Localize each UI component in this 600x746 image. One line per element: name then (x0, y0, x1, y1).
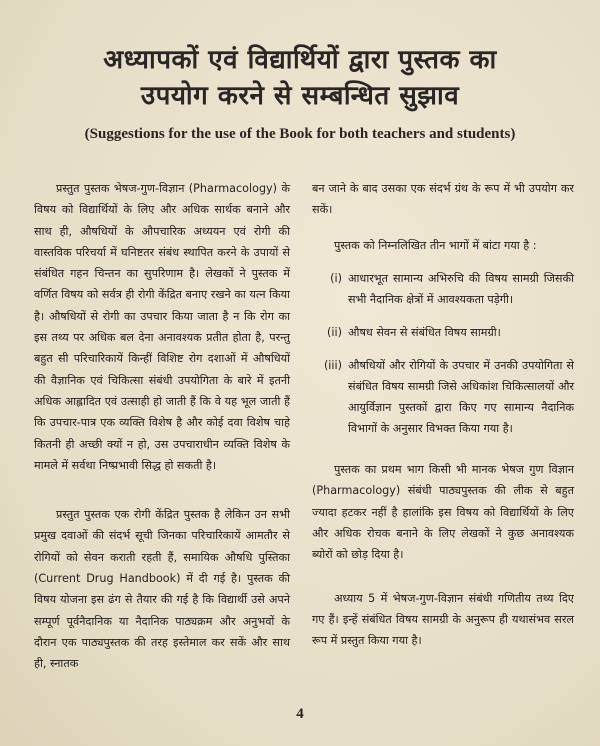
paragraph-first-part: पुस्तक का प्रथम भाग किसी भी मानक भेषज गुण विज्ञान (Pharmacology) संबंधी पाठ्यपुस्तक की लीक से बहुत ज्यादा हटकर नहीं है हालांकि इस विषय को विद्यार्थियों के लिए और अधिक रोचक बनाने के लिए लेखकों ने कुछ अनावश्यक ब्योरों को छोड़ दिया है। (312, 463, 574, 562)
paragraph-patient-centered: प्रस्तुत पुस्तक एक रोगी केंद्रित पुस्तक है लेकिन उन सभी प्रमुख दवाओं की संदर्भ सूची जिनका परिचारिकायें आमतौर से रोगियों को सेवन कराती रहती हैं, समायिक औषधि पुस्तिका (Current Drug Handbook) में दी गई है। पुस्तक की विषय योजना इस ढंग से तैयार की गई है कि विद्यार्थी उसे अपने सम्पूर्ण पूर्वनैदानिक या नैदानिक पाठ्यक्रम और अनुभवों के दौरान एक पाठ्यपुस्तक की तरह इस्तेमाल कर सकें और साथ ही, स्नातक (34, 508, 290, 671)
list-item-number: (ii) (327, 325, 342, 339)
list-item-part-1 (312, 268, 574, 310)
paragraph-continuation: बन जाने के बाद उसका एक संदर्भ ग्रंथ के रूप में भी उपयोग कर सकें। (312, 182, 574, 217)
list-item-text: औषधियों और रोगियों के उपचार में उनकी उपयोगिता से संबंधित विषय सामग्री जिसे अधिकांश चिकित्सालयों और आयुर्विज्ञान पुस्तकों द्वारा किए गए सामान्य नैदानिक विभागों के अनुसार विभक्त किया गया है। (348, 359, 574, 436)
page-title-line-1: अध्यापकों एवं विद्यार्थियों द्वारा पुस्तक का (103, 45, 497, 75)
paragraph-parts-intro: पुस्तक को निम्नलिखित तीन भागों में बांटा गया है : (334, 238, 537, 252)
paragraph-chapter-5: अध्याय 5 में भेषज-गुण-विज्ञान संबंधी गणितीय तथ्य दिए गए हैं। इन्हें संबंधित विषय सामग्री के अनुरूप ही यथासंभव सरल रूप में प्रस्तुत किया गया है। (312, 591, 574, 648)
paragraph-intro: प्रस्तुत पुस्तक भेषज-गुण-विज्ञान (Pharmacology) के विषय को विद्यार्थियों के लिए और अधिक सार्थक बनाने और साथ ही, औषधियों के औपचारिक अध्ययन एवं रोगी की वास्तविक परिचर्या में घनिष्टतर संबंध स्थापित करने के उपायों से संबंधित गहन चिन्तन का सुपरिणाम है। लेखकों ने पुस्तक में वर्णित विषय को सर्वत्र ही रोगी केंद्रित बनाए रखने का यत्न किया है। औषधियों से रोगी का उपचार किया जाता है न कि रोग का इस तथ्य पर अधिक बल देना अनावश्यक प्रतीत होता है, परन्तु बहुत सी परिचारिकायें किन्हीं विशिष्ट रोग दशाओं में औषधियों की वैज्ञानिक एवं चिकित्सा संबंधी उपयोगिता के बारे में इतनी अधिक आह्लादित एवं उत्साही हो जाती हैं कि वे यह भूल जाती हैं कि उपचार-पात्र एक व्यक्ति विशेष है और कोई दवा विशेष चाहे कितनी ही अच्छी क्यों न हो, उस उपचाराधीन व्यक्ति विशेष के मामले में सर्वथा निष्प्रभावी सिद्ध हो सकती है। (34, 182, 290, 472)
page-number: 4 (296, 706, 304, 722)
list-item-part-3 (312, 355, 574, 439)
list-item-text: आधारभूत सामान्य अभिरुचि की विषय सामग्री जिसकी सभी नैदानिक क्षेत्रों में आवश्यकता पड़ेगी। (348, 271, 574, 306)
list-item-number: (iii) (323, 359, 342, 373)
page-title-line-2: उपयोग करने से सम्बन्धित सुझाव (140, 81, 460, 111)
list-item-text: औषध सेवन से संबंधित विषय सामग्री। (348, 325, 501, 339)
right-column (312, 178, 574, 652)
list-item-part-2 (312, 322, 574, 343)
page-subtitle: (Suggestions for the use of the Book for both teachers and students) (84, 126, 516, 142)
left-column (34, 178, 290, 675)
list-item-number: (i) (330, 271, 342, 285)
